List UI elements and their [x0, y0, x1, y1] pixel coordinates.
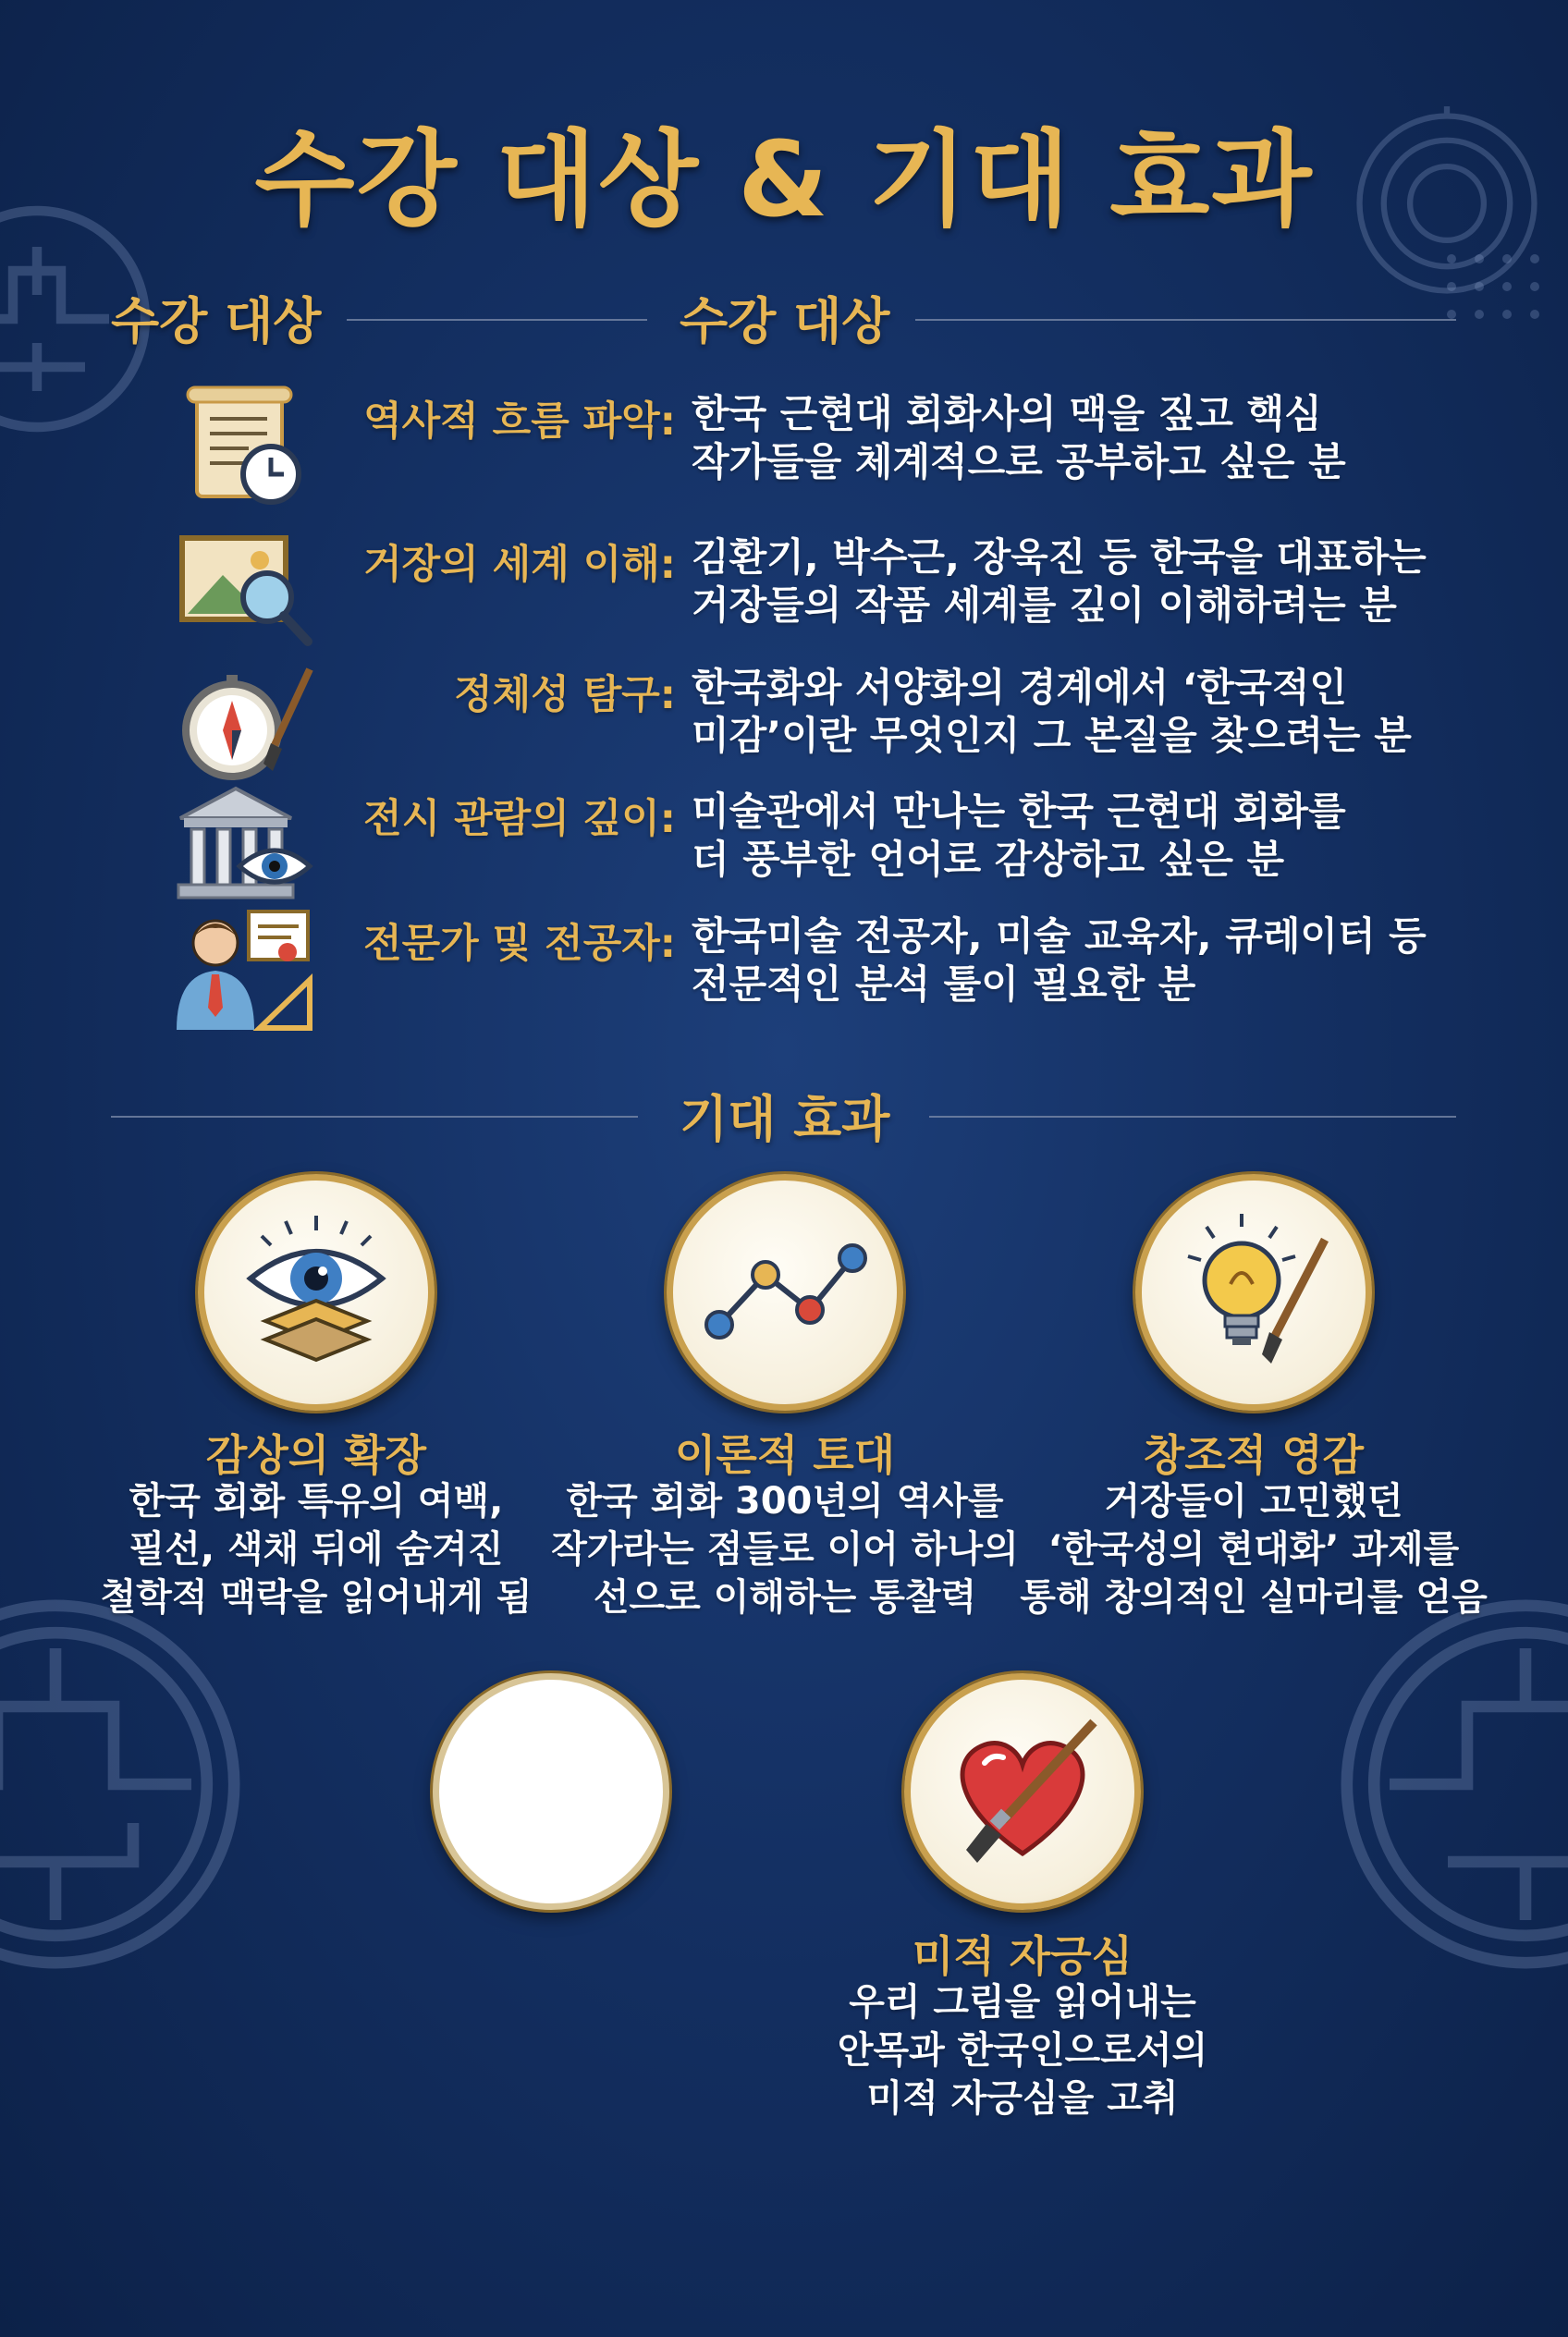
lattice-ornament-bottom-right [1331, 1590, 1568, 1978]
target-description-line: 더 풍부한 언어로 감상하고 싶은 분 [692, 837, 1285, 882]
target-description [692, 390, 1505, 486]
target-label: 역사적 흐름 파악: [363, 398, 676, 445]
effect-description-line: 한국 회화 300년의 역사를 [566, 1480, 1004, 1523]
target-description-line: 거장들의 작품 세계를 깊이 이해하려는 분 [692, 582, 1397, 628]
lattice-ornament-bottom-left [0, 1590, 250, 1978]
effects-heading-rule-left [111, 1116, 638, 1118]
effect-title: 감상의 확장 [205, 1430, 427, 1480]
effects-heading-rule-right [929, 1116, 1456, 1118]
target-description-line: 미술관에서 만나는 한국 근현대 회화를 [692, 789, 1346, 834]
target-description-line: 한국 근현대 회화사의 맥을 짚고 핵심 [692, 391, 1322, 436]
effect-description [76, 1477, 557, 1621]
effect-title: 이론적 토대 [674, 1430, 896, 1480]
target-heading-rule-left [347, 319, 647, 321]
effect-badge [904, 1673, 1141, 1910]
lightbulb-brush-icon [1168, 1206, 1340, 1378]
target-description-line: 한국미술 전공자, 미술 교육자, 큐레이터 등 [692, 913, 1427, 959]
effect-description-line: 거장들이 고민했던 [1104, 1480, 1403, 1523]
effect-description-line: ‘한국성의 현대화’ 과제를 [1047, 1528, 1460, 1571]
effect-badge [667, 1174, 903, 1411]
effect-badge [1135, 1174, 1372, 1411]
effect-description [545, 1477, 1025, 1621]
effect-description-line: 안목과 한국인으로서의 [837, 2029, 1208, 2072]
target-description [692, 664, 1505, 760]
target-section-heading: 수강 대상 [680, 292, 890, 350]
target-label: 정체성 탐구: [454, 672, 676, 718]
dot-pattern-ornament-right [1442, 250, 1553, 361]
target-description-line: 전문적인 분석 툴이 필요한 분 [692, 961, 1196, 1007]
effect-badge [198, 1174, 435, 1411]
target-left-heading: 수강 대상 [111, 292, 322, 350]
effect-title: 미적 자긍심 [912, 1931, 1133, 1981]
effect-description-line: 철학적 맥락을 읽어내게 됨 [100, 1576, 533, 1619]
target-description-line: 미감’이란 무엇인지 그 본질을 찾으려는 분 [692, 713, 1412, 758]
main-title: 수강 대상 & 기대 효과 [254, 120, 1314, 240]
target-description-line: 작가들을 체계적으로 공부하고 싶은 분 [692, 439, 1346, 484]
effect-description-line: 한국 회화 특유의 여백, [129, 1480, 504, 1523]
effect-description-line: 필선, 색채 뒤에 숨겨진 [129, 1528, 504, 1571]
target-description-line: 한국화와 서양화의 경계에서 ‘한국적인 [692, 665, 1347, 710]
effect-description-line: 미적 자긍심을 고취 [866, 2077, 1179, 2120]
effect-description-line: 작가라는 점들로 이어 하나의 [551, 1528, 1019, 1571]
target-description [692, 912, 1505, 1009]
target-description [692, 533, 1505, 630]
heart-brush-icon [937, 1706, 1109, 1878]
blank-effect-badge [433, 1673, 669, 1910]
effect-title: 창조적 영감 [1143, 1430, 1365, 1480]
target-heading-rule-right [915, 319, 1456, 321]
target-label: 전시 관람의 깊이: [363, 796, 676, 842]
target-description-line: 김환기, 박수근, 장욱진 등 한국을 대표하는 [692, 534, 1427, 580]
target-label: 거장의 세계 이해: [363, 542, 676, 588]
target-label: 전문가 및 전공자: [363, 921, 676, 967]
effect-description-line: 우리 그림을 읽어내는 [849, 1981, 1196, 2024]
effects-section-heading: 기대 효과 [680, 1090, 890, 1148]
effect-description-line: 통해 창의적인 실마리를 얻음 [1020, 1576, 1488, 1619]
eye-layers-icon [230, 1206, 402, 1378]
effect-description [1013, 1477, 1494, 1621]
target-description [692, 788, 1505, 884]
connected-dots-icon [699, 1206, 871, 1378]
effect-description [782, 1978, 1263, 2123]
effect-description-line: 선으로 이해하는 통찰력 [593, 1576, 977, 1619]
